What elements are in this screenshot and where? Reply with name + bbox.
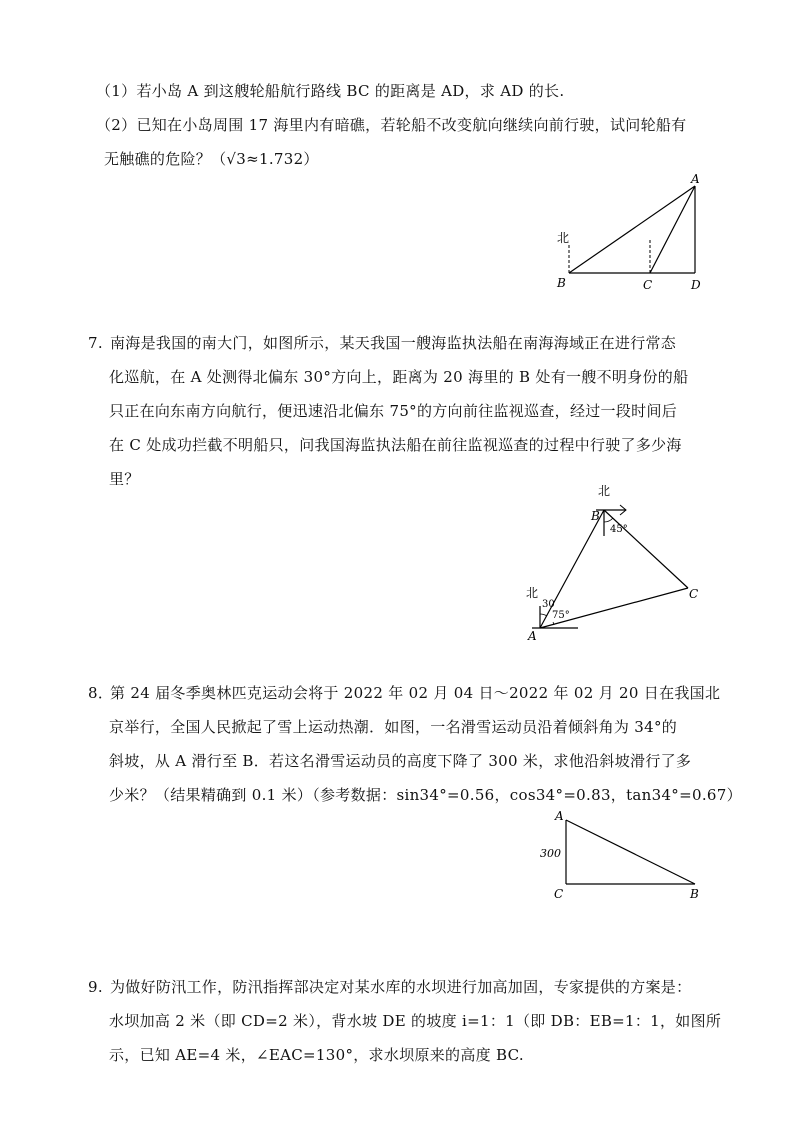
q9-line3: 示，已知 AE=4 米，∠EAC=130°，求水坝原来的高度 BC. <box>109 1046 524 1064</box>
line-ca <box>650 186 695 273</box>
line-bc <box>604 510 688 588</box>
q7-line1: 南海是我国的南大门，如图所示，某天我国一艘海监执法船在南海海域正在进行常态 <box>110 334 677 352</box>
q7-line4: 在 C 处成功拦截不明船只，问我国海监执法船在前往监视巡查的过程中行驶了多少海 <box>109 436 682 454</box>
point-a: A <box>691 172 700 186</box>
arc-30 <box>540 614 547 616</box>
q7-number: 7. <box>88 334 103 352</box>
q7-line2: 化巡航，在 A 处测得北偏东 30°方向上，距离为 20 海里的 B 处有一艘不明身份的船 <box>109 368 689 386</box>
line-ba <box>569 186 695 273</box>
point-c: C <box>554 887 564 901</box>
angle-45-label: 45° <box>610 524 628 535</box>
question-7 <box>88 326 708 496</box>
point-c: C <box>689 587 699 601</box>
q8-figure <box>530 806 710 906</box>
point-b: B <box>557 276 566 290</box>
height-label: 300 <box>540 847 561 860</box>
q7-line5: 里？ <box>109 470 140 488</box>
q6-part2-line1: （2）已知在小岛周围 17 海里内有暗礁，若轮船不改变航向继续向前行驶，试问轮船有 <box>96 116 687 134</box>
question-8 <box>88 676 742 812</box>
q6-part1: （1）若小岛 A 到这艘轮船航行路线 BC 的距离是 AD，求 AD 的长. <box>96 82 565 100</box>
line-ab <box>540 510 604 628</box>
q8-line4: 少米？（结果精确到 0.1 米）（参考数据：sin34°=0.56，cos34°=0.83，tan34°=0.67） <box>109 786 742 804</box>
north-label-b: 北 <box>557 231 570 245</box>
point-a: A <box>555 809 564 823</box>
q6-part2-line2: 无触礁的危险？（√3≈1.732） <box>104 150 319 168</box>
q8-line1: 第 24 届冬季奥林匹克运动会将于 2022 年 02 月 04 日～2022 年 02 月 20 日在我国北 <box>110 684 721 702</box>
line-ab <box>566 820 695 884</box>
point-b: B <box>591 509 600 523</box>
q9-line2: 水坝加高 2 米（即 CD=2 米），背水坡 DE 的坡度 i=1：1（即 DB：EB=1：1，如图所 <box>109 1012 722 1030</box>
point-c: C <box>643 278 653 292</box>
q9-line1: 为做好防汛工作，防汛指挥部决定对某水库的水坝进行加高加固，专家提供的方案是： <box>110 978 692 996</box>
point-d: D <box>691 278 701 292</box>
angle-30-label: 30 <box>542 599 555 610</box>
q8-number: 8． <box>88 684 114 702</box>
line-ac <box>540 588 688 628</box>
q8-line2: 京举行，全国人民掀起了雪上运动热潮．如图，一名滑雪运动员沿着倾斜角为 34°的 <box>109 718 678 736</box>
arc-45 <box>604 518 613 522</box>
point-b: B <box>690 887 699 901</box>
q7-line3: 只正在向东南方向航行，便迅速沿北偏东 75°的方向前往监视巡查，经过一段时间后 <box>109 402 678 420</box>
q6-figure <box>540 168 720 298</box>
angle-75-label: 75° <box>552 610 570 621</box>
north-label-a: 北 <box>526 586 539 600</box>
question-6 <box>88 74 708 176</box>
q9-number: 9. <box>88 978 103 996</box>
point-a: A <box>528 629 537 643</box>
q7-figure <box>518 478 718 648</box>
north-label-b: 北 <box>598 484 611 498</box>
question-9 <box>88 970 722 1072</box>
q8-line3: 斜坡，从 A 滑行至 B．若这名滑雪运动员的高度下降了 300 米，求他沿斜坡滑行了多 <box>109 752 692 770</box>
